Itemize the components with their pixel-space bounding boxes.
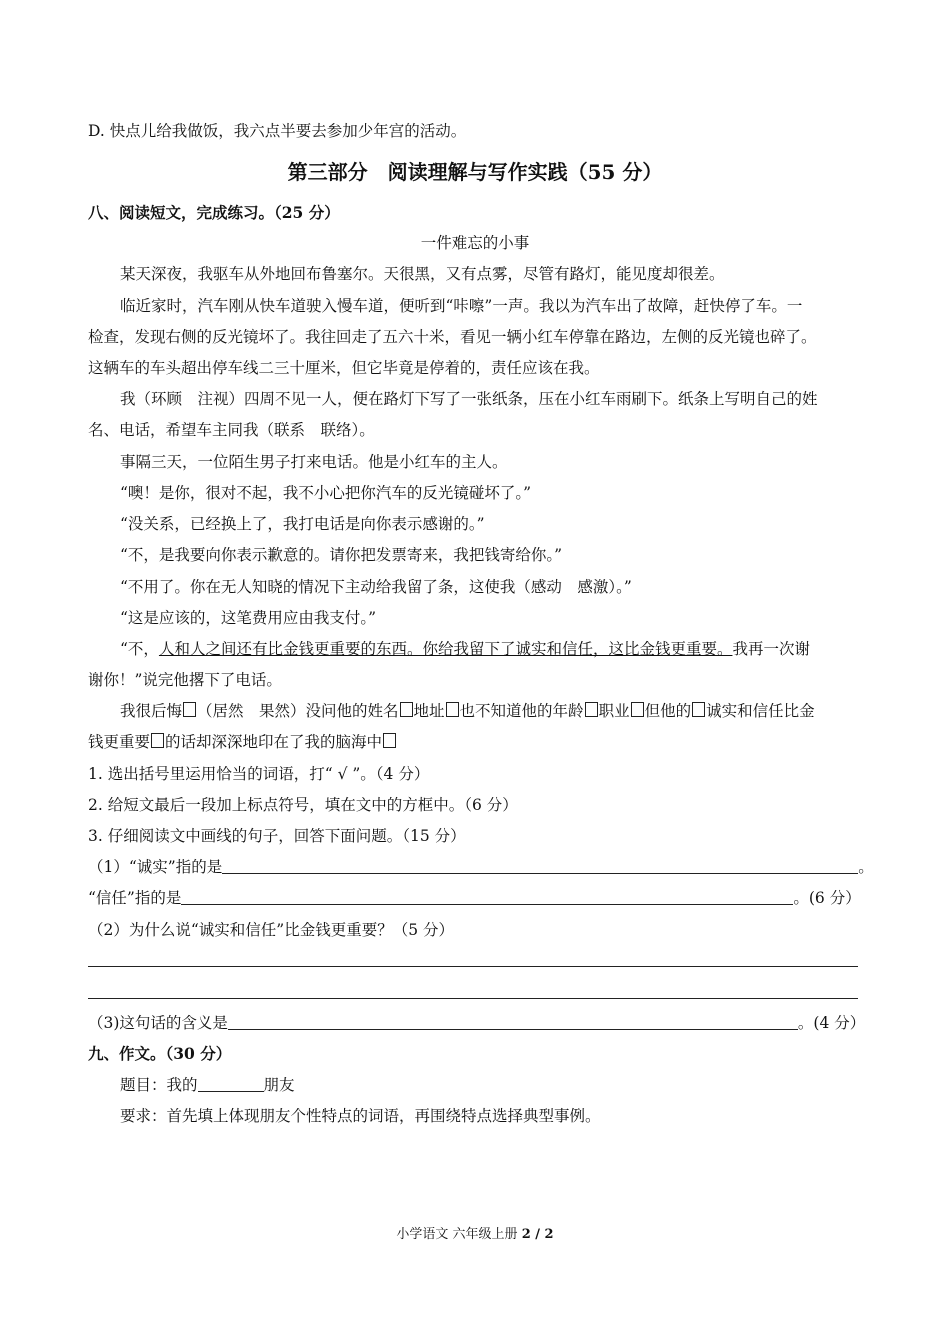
question-3-1a: （1）“诚实”指的是 。 — [88, 858, 874, 876]
question-3-3: （3)这句话的含义是 。(4 分） — [88, 1014, 866, 1032]
page-footer: 小学语文 六年级上册 2 / 2 — [396, 1227, 554, 1242]
story-title: 一件难忘的小事 — [420, 234, 530, 252]
section9-heading: 九、作文。（30 分） — [88, 1044, 232, 1063]
punctuation-box[interactable] — [446, 702, 459, 717]
answer-blank[interactable] — [222, 859, 858, 874]
option-d: D. 快点儿给我做饭，我六点半要去参加少年宫的活动。 — [88, 122, 467, 140]
punctuation-box[interactable] — [631, 702, 644, 717]
question-3: 3. 仔细阅读文中画线的句子，回答下面问题。（15 分） — [88, 827, 466, 845]
punctuation-box[interactable] — [585, 702, 598, 717]
answer-line[interactable] — [88, 966, 858, 967]
dialogue-line: “不用了。你在无人知晓的情况下主动给我留了条，这使我（感动 感激）。” — [120, 578, 632, 596]
punctuation-box[interactable] — [692, 702, 705, 717]
dialogue-line: “噢！是你，很对不起，我不小心把你汽车的反光镜碰坏了。” — [120, 484, 532, 502]
dialogue-line: “没关系，已经换上了，我打电话是向你表示感谢的。” — [120, 515, 485, 533]
dialogue-line: “不，人和人之间还有比金钱更重要的东西。你给我留下了诚实和信任，这比金钱更重要。我再一次谢 — [120, 640, 810, 658]
dialogue-line: “不，是我要向你表示歉意的。请你把发票寄来，我把钱寄给你。” — [120, 546, 563, 564]
paragraph: 名、电话，希望车主同我（联系 联络）。 — [88, 421, 375, 439]
dialogue-line: 谢你！”说完他撂下了电话。 — [88, 671, 282, 689]
section8-heading: 八、阅读短文，完成练习。（25 分） — [88, 203, 340, 222]
paragraph: 事隔三天，一位陌生男子打来电话。他是小红车的主人。 — [120, 453, 508, 471]
essay-requirement: 要求：首先填上体现朋友个性特点的词语，再围绕特点选择典型事例。 — [120, 1107, 601, 1125]
paragraph: 检查，发现右侧的反光镜坏了。我往回走了五六十米，看见一辆小红车停靠在路边，左侧的反光镜也碎了。 — [88, 328, 817, 346]
question-2: 2. 给短文最后一段加上标点符号，填在文中的方框中。（6 分） — [88, 796, 518, 814]
punctuation-box[interactable] — [400, 702, 413, 717]
punctuation-box[interactable] — [383, 733, 396, 748]
part-title: 第三部分 阅读理解与写作实践（55 分） — [287, 160, 663, 184]
paragraph: 我（环顾 注视）四周不见一人，便在路灯下写了一张纸条，压在小红车雨刷下。纸条上写明自己的姓 — [120, 390, 818, 408]
answer-blank[interactable] — [228, 1015, 798, 1030]
topic-blank[interactable] — [198, 1077, 264, 1092]
page-number: 2 / 2 — [521, 1227, 554, 1242]
answer-blank[interactable] — [181, 890, 793, 905]
punctuation-paragraph: 钱更重要 的话却深深地印在了我的脑海中 — [88, 731, 397, 753]
punctuation-box[interactable] — [183, 702, 196, 717]
question-3-2: （2）为什么说“诚实和信任”比金钱更重要？（5 分） — [88, 921, 454, 939]
essay-topic: 题目：我的 朋友 — [120, 1076, 295, 1094]
paragraph: 某天深夜，我驱车从外地回布鲁塞尔。天很黑，又有点雾，尽管有路灯，能见度却很差。 — [120, 265, 725, 283]
underlined-sentence: 人和人之间还有比金钱更重要的东西。你给我留下了诚实和信任，这比金钱更重要。 — [158, 640, 733, 658]
paragraph: 临近家时，汽车刚从快车道驶入慢车道，便听到“咔嚓”一声。我以为汽车出了故障，赶快停了车。一 — [120, 297, 803, 315]
dialogue-line: “这是应该的，这笔费用应由我支付。” — [120, 609, 377, 627]
punctuation-paragraph: 我很后悔 （居然 果然）没问他的姓名 地址 也不知道他的年龄 职业 但他的 诚实和信任比金 — [120, 702, 815, 720]
punctuation-box[interactable] — [151, 733, 164, 748]
answer-line[interactable] — [88, 998, 858, 999]
question-1: 1. 选出括号里运用恰当的词语，打“ √ ”。（4 分） — [88, 765, 430, 783]
paragraph: 这辆车的车头超出停车线二三十厘米，但它毕竟是停着的，责任应该在我。 — [88, 359, 600, 377]
question-3-1b: “信任”指的是 。(6 分） — [88, 889, 861, 907]
